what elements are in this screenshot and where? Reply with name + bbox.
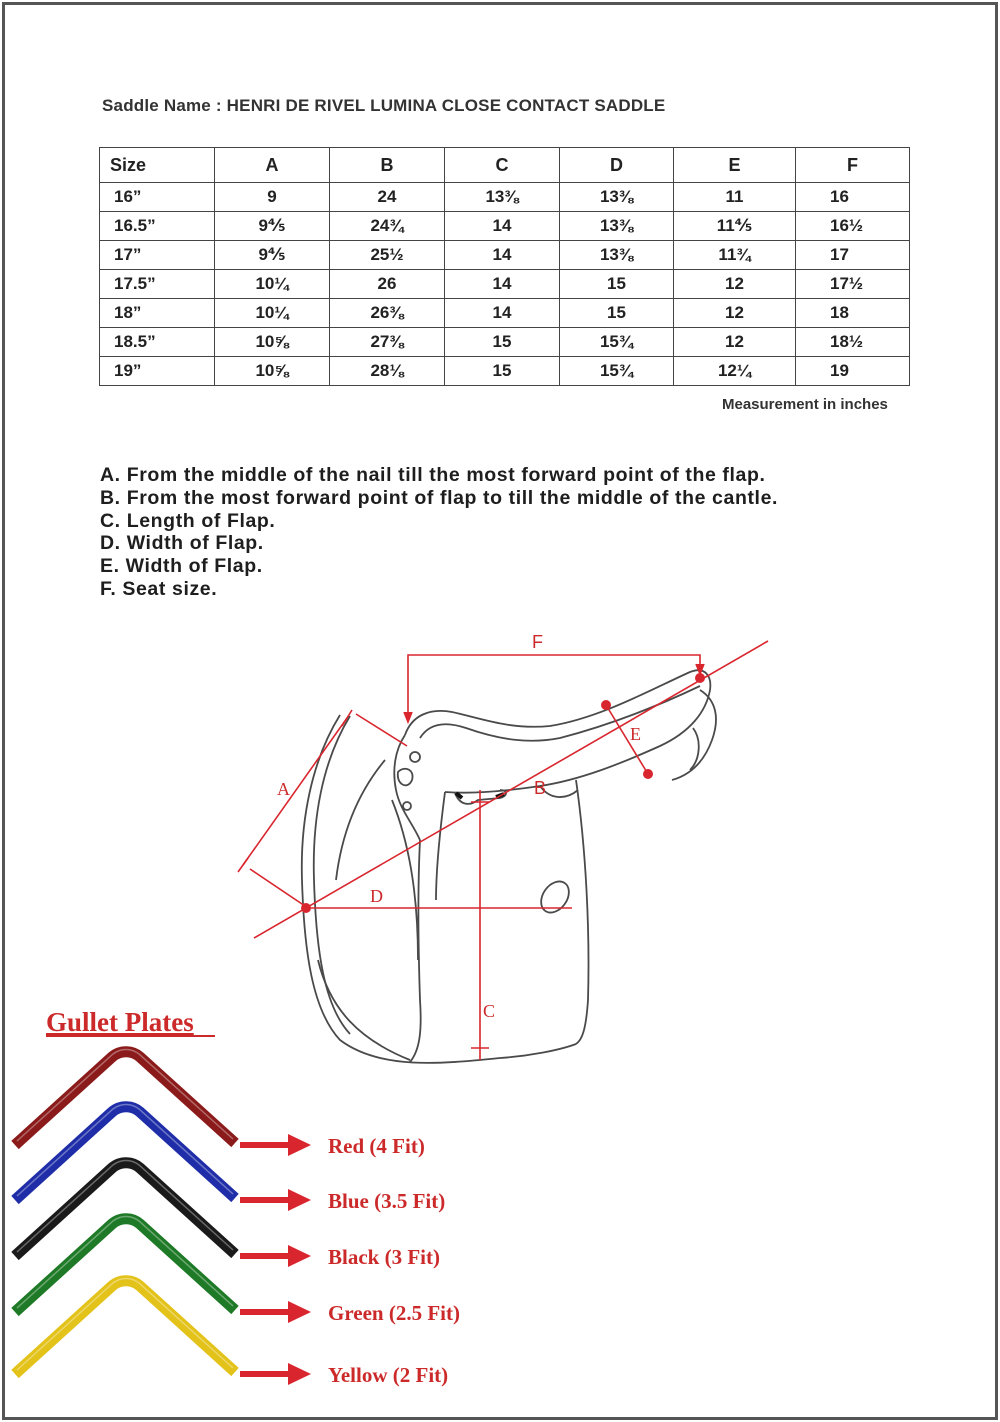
measurement-cell: 15	[560, 299, 674, 328]
measurement-cell: 10⅝	[215, 328, 330, 357]
measurement-cell: 10¼	[215, 299, 330, 328]
column-header: E	[674, 148, 796, 183]
measurement-cell: 12	[674, 328, 796, 357]
column-header: B	[330, 148, 445, 183]
gullet-plate-label: Green (2.5 Fit)	[328, 1301, 460, 1325]
table-row	[100, 328, 910, 357]
definition-d: D. Width of Flap.	[100, 532, 264, 555]
label-d: D	[370, 886, 383, 906]
gullet-plates-title: Gullet Plates	[46, 1007, 194, 1037]
definition-b: B. From the most forward point of flap to till the middle of the cantle.	[100, 486, 779, 509]
label-c: C	[483, 1001, 496, 1021]
measurement-cell: 18	[796, 299, 910, 328]
unit-note: Measurement in inches	[722, 396, 888, 413]
measurement-cell: 15¾	[560, 328, 674, 357]
size-cell: 17.5”	[100, 270, 215, 299]
measurement-cell: 15	[445, 328, 560, 357]
measurement-cell: 24¾	[330, 212, 445, 241]
gullet-plate-label: Blue (3.5 Fit)	[328, 1189, 446, 1213]
gullet-plate-label: Black (3 Fit)	[328, 1245, 440, 1269]
column-header: F	[796, 148, 910, 183]
size-cell: 16”	[100, 183, 215, 212]
measurement-line-a	[243, 718, 347, 865]
measurement-line-b	[254, 641, 768, 938]
arrow-right-icon	[240, 1189, 311, 1211]
table-row	[100, 241, 910, 270]
size-cell: 16.5”	[100, 212, 215, 241]
arrow-right-icon	[240, 1245, 311, 1267]
point-cantle	[695, 673, 705, 683]
measurement-cell: 25½	[330, 241, 445, 270]
table-row	[100, 299, 910, 328]
measurement-cell: 12	[674, 299, 796, 328]
measurement-cell: 9⅘	[215, 212, 330, 241]
measurement-cell: 17	[796, 241, 910, 270]
measurement-cell: 27⅜	[330, 328, 445, 357]
measurement-cell: 28⅛	[330, 357, 445, 386]
definition-f: F. Seat size.	[100, 577, 218, 600]
gullet-plate-shape	[15, 1052, 235, 1145]
gullet-plate-label: Red (4 Fit)	[328, 1134, 425, 1158]
arrow-right-icon	[240, 1363, 311, 1385]
definition-a: A. From the middle of the nail till the most forward point of the flap.	[100, 464, 766, 486]
definition-e: E. Width of Flap.	[100, 555, 263, 578]
column-header: A	[215, 148, 330, 183]
label-b: B	[534, 778, 547, 798]
table-row	[100, 212, 910, 241]
size-chart-table	[99, 147, 910, 386]
measurement-cell: 10¼	[215, 270, 330, 299]
measurement-cell: 11	[674, 183, 796, 212]
gullet-plate-list	[15, 1050, 460, 1388]
measurement-cell: 16½	[796, 212, 910, 241]
size-cell: 18”	[100, 299, 215, 328]
measurement-cell: 11⅘	[674, 212, 796, 241]
gullet-plates-section	[0, 1000, 520, 1410]
column-header: Size	[100, 148, 215, 183]
measurement-cell: 13⅜	[445, 183, 560, 212]
column-header: C	[445, 148, 560, 183]
measurement-cell: 14	[445, 270, 560, 299]
table-header-row	[100, 148, 910, 183]
point-flap-front	[301, 903, 311, 913]
measurement-cell: 11¾	[674, 241, 796, 270]
point-e-top	[601, 700, 611, 710]
measurement-cell: 9⅘	[215, 241, 330, 270]
measurement-cell: 16	[796, 183, 910, 212]
column-header: D	[560, 148, 674, 183]
size-cell: 18.5”	[100, 328, 215, 357]
measurement-cell: 15¾	[560, 357, 674, 386]
table-row	[100, 270, 910, 299]
label-a: A	[277, 779, 290, 799]
measurement-cell: 13⅜	[560, 183, 674, 212]
measurement-cell: 15	[560, 270, 674, 299]
table-row	[100, 357, 910, 386]
measurement-cell: 17½	[796, 270, 910, 299]
measurement-line-e	[606, 705, 648, 774]
measurement-cell: 12¼	[674, 357, 796, 386]
gullet-plate-shape	[15, 1281, 235, 1374]
measurement-cell: 26	[330, 270, 445, 299]
measurement-cell: 10⅝	[215, 357, 330, 386]
measurement-cell: 18½	[796, 328, 910, 357]
measurement-cell: 14	[445, 299, 560, 328]
measurement-cell: 26⅜	[330, 299, 445, 328]
measurement-cell: 24	[330, 183, 445, 212]
measurement-cell: 9	[215, 183, 330, 212]
measurement-cell: 19	[796, 357, 910, 386]
measurement-cell: 13⅜	[560, 212, 674, 241]
measurement-cell: 14	[445, 212, 560, 241]
table-row	[100, 183, 910, 212]
definition-c: C. Length of Flap.	[100, 509, 276, 532]
gullet-plate-item	[15, 1279, 448, 1388]
size-cell: 17”	[100, 241, 215, 270]
measurement-cell: 12	[674, 270, 796, 299]
point-e-bottom	[643, 769, 653, 779]
label-f: F	[532, 632, 543, 652]
arrow-right-icon	[240, 1301, 311, 1323]
measurement-cell: 13⅜	[560, 241, 674, 270]
measurement-cell: 15	[445, 357, 560, 386]
saddle-name-heading: Saddle Name : HENRI DE RIVEL LUMINA CLOSE CONTACT SADDLE	[102, 96, 666, 115]
arrow-right-icon	[240, 1134, 311, 1156]
size-cell: 19”	[100, 357, 215, 386]
gullet-plate-label: Yellow (2 Fit)	[328, 1363, 449, 1387]
label-e: E	[630, 724, 641, 744]
measurement-cell: 14	[445, 241, 560, 270]
measurement-definitions	[100, 464, 778, 601]
